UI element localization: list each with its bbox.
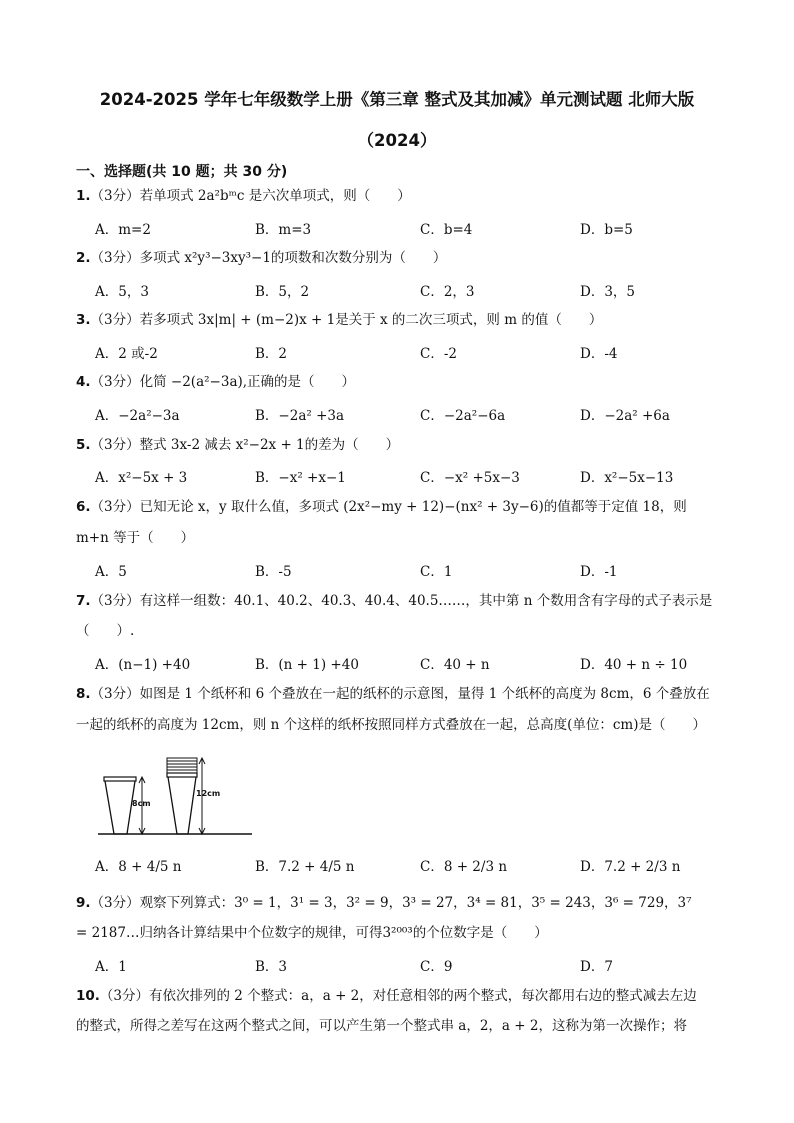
question-number: 3. xyxy=(76,312,91,328)
question-6-continued: m+n 等于（ ） xyxy=(76,530,195,546)
question-6-options xyxy=(95,560,745,580)
question-number: 9. xyxy=(76,895,91,911)
section-heading: 一、选择题(共 10 题；共 30 分) xyxy=(76,164,288,180)
option-d: D．b=5 xyxy=(580,222,633,238)
option-a: A．−2a²−3a xyxy=(95,408,180,424)
question-text: （3分）整式 3x-2 减去 x²−2x + 1的差为（ ） xyxy=(90,437,400,453)
option-b: B．3 xyxy=(255,959,288,975)
option-a: A．1 xyxy=(95,959,127,975)
question-text: （3分）若单项式 2a²bᵐc 是六次单项式，则（ ） xyxy=(90,188,411,204)
question-3-options xyxy=(95,342,745,362)
question-number: 1. xyxy=(76,188,91,204)
question-10 xyxy=(76,986,746,1006)
question-8-continued: 一起的纸杯的高度为 12cm，则 n 个这样的纸杯按照同样方式叠放在一起，总高度(单位：cm)是（ ） xyxy=(76,717,707,733)
option-c: C．40 + n xyxy=(420,657,490,673)
question-text: （3分）化简 −2(a²−3a),正确的是（ ） xyxy=(90,374,356,390)
question-4-options xyxy=(95,404,745,424)
question-8-options xyxy=(95,855,745,875)
question-5 xyxy=(76,435,746,455)
question-number: 5. xyxy=(76,437,91,453)
option-c: C．b=4 xyxy=(420,222,473,238)
option-b: B．7.2 + 4/5 n xyxy=(255,859,355,875)
question-number: 2. xyxy=(76,250,91,266)
option-b: B．−x² +x−1 xyxy=(255,470,346,486)
question-text: （3分）观察下列算式：3⁰ = 1，3¹ = 3，3² = 9，3³ = 27，3⁴ = 81，3⁵ = 243，3⁶ = 729，3⁷ xyxy=(90,895,692,911)
question-2 xyxy=(76,248,746,268)
option-c: C．9 xyxy=(420,959,453,975)
figure-label-12cm: 12cm xyxy=(196,789,221,798)
question-text: （3分）多项式 x²y³−3xy³−1的项数和次数分别为（ ） xyxy=(90,250,447,266)
option-c: C．2，3 xyxy=(420,284,475,300)
option-b: B．−2a² +3a xyxy=(255,408,345,424)
question-number: 8. xyxy=(76,686,91,702)
paper-cups-figure xyxy=(95,750,255,842)
option-d: D．40 + n ÷ 10 xyxy=(580,657,688,673)
document-title-year: （2024） xyxy=(357,131,437,150)
option-d: D．-1 xyxy=(580,564,618,580)
option-c: C．1 xyxy=(420,564,453,580)
option-b: B．2 xyxy=(255,346,288,362)
question-number: 7. xyxy=(76,593,91,609)
option-d: D．-4 xyxy=(580,346,618,362)
question-text: （3分）若多项式 3x|m| + (m−2)x + 1是关于 x 的二次三项式，则 m 的值（ ） xyxy=(90,312,603,328)
option-d: D．−2a² +6a xyxy=(580,408,670,424)
option-a: A．5，3 xyxy=(95,284,149,300)
question-6 xyxy=(76,497,746,517)
option-d: D．7.2 + 2/3 n xyxy=(580,859,681,875)
question-10-continued: 的整式，所得之差写在这两个整式之间，可以产生第一个整式串 a，2，a + 2，这称为第一次操作；将 xyxy=(76,1018,687,1034)
option-a: A．8 + 4/5 n xyxy=(95,859,182,875)
question-1-options xyxy=(95,218,745,238)
question-number: 4. xyxy=(76,374,91,390)
paper-cups-diagram xyxy=(95,750,255,842)
option-a: A．x²−5x + 3 xyxy=(95,470,188,486)
question-7 xyxy=(76,591,746,611)
option-c: C．8 + 2/3 n xyxy=(420,859,508,875)
question-9-continued: = 2187…归纳各计算结果中个位数字的规律，可得3²⁰⁰³的个位数字是（ ） xyxy=(76,925,548,941)
question-1 xyxy=(76,186,746,206)
question-text: （3分）有这样一组数：40.1、40.2、40.3、40.4、40.5……，其中第 n 个数用含有字母的式子表示是 xyxy=(90,593,713,609)
question-text: （3分）如图是 1 个纸杯和 6 个叠放在一起的纸杯的示意图，量得 1 个纸杯的高度为 8cm，6 个叠放在 xyxy=(90,686,710,702)
option-c: C．−x² +5x−3 xyxy=(420,470,520,486)
figure-label-8cm: 8cm xyxy=(132,799,151,808)
question-2-options xyxy=(95,280,745,300)
option-c: C．−2a²−6a xyxy=(420,408,506,424)
question-text: （3分）已知无论 x，y 取什么值，多项式 (2x²−my + 12)−(nx² + 3y−6)的值都等于定值 18，则 xyxy=(90,499,687,515)
option-b: B．5，2 xyxy=(255,284,310,300)
option-d: D．3，5 xyxy=(580,284,636,300)
document-title: 2024-2025 学年七年级数学上册《第三章 整式及其加减》单元测试题 北师大版 xyxy=(99,90,695,109)
option-b: B．(n + 1) +40 xyxy=(255,657,359,673)
option-d: D．x²−5x−13 xyxy=(580,470,674,486)
question-3 xyxy=(76,310,746,330)
question-5-options xyxy=(95,466,745,486)
option-a: A．2 或-2 xyxy=(95,346,158,362)
option-c: C．-2 xyxy=(420,346,457,362)
question-7-options xyxy=(95,653,745,673)
option-a: A．5 xyxy=(95,564,127,580)
option-b: B．-5 xyxy=(255,564,292,580)
question-7-continued: （ ）. xyxy=(76,623,135,639)
option-b: B．m=3 xyxy=(255,222,312,238)
question-4 xyxy=(76,372,746,392)
question-9 xyxy=(76,893,746,913)
question-number: 10. xyxy=(76,988,100,1004)
question-8 xyxy=(76,684,746,704)
question-number: 6. xyxy=(76,499,91,515)
option-a: A．m=2 xyxy=(95,222,151,238)
question-text: （3分）有依次排列的 2 个整式：a，a + 2，对任意相邻的两个整式，每次都用右边的整式减去左边 xyxy=(99,988,697,1004)
option-d: D．7 xyxy=(580,959,613,975)
question-9-options xyxy=(95,955,745,975)
option-a: A．(n−1) +40 xyxy=(95,657,191,673)
